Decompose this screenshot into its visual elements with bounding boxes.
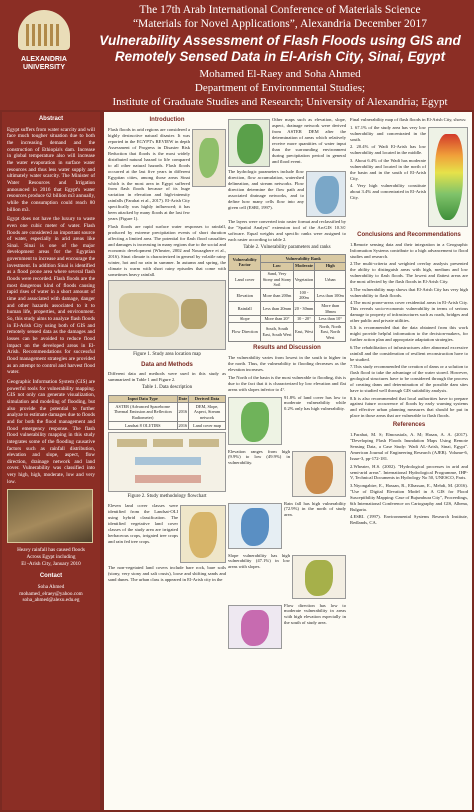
poster-header — [0, 0, 474, 110]
basin-shape — [241, 610, 269, 646]
list-item: 1. 67.1% of the study area has very low vulnerability and concentrated in the south. — [350, 124, 426, 142]
list-item: 5.It is recommended that the data obtained from this work might provide helpful information to the decision-makers, for further action plan and appropriate adaptation strategies. — [350, 325, 468, 343]
table-header-row: Vulnerability Factor Vulnerability Rank — [229, 255, 346, 263]
final-map-intro: Final vulnerability map of flash floods in El-Arish City, shows: — [350, 117, 467, 122]
vulnerability-table — [228, 254, 346, 342]
authors-block — [88, 68, 472, 109]
results-heading: Results and Discussion — [253, 344, 321, 351]
landcover-vulnerability-map — [228, 397, 282, 445]
table-row: Elevation More than 200m 100 - 200m Less than 100m — [229, 289, 346, 302]
elevation-vulnerability-map — [292, 451, 346, 497]
title-line-1: Vulnerability Assessment of Flash Floods using GIS and — [99, 33, 461, 48]
column-2 — [228, 114, 346, 651]
rainfall-stat: Rain fall has high vulnerability (72.9%) in the north of study area. — [284, 500, 346, 518]
flowchart-box — [153, 439, 183, 447]
conference-info — [90, 3, 470, 32]
table-row: Land cover Sand, Very Stony and Stony Soil Vegetation Urban — [229, 270, 346, 289]
flowchart-box — [135, 457, 201, 465]
department: Department of Environmental Studies; — [194, 81, 366, 94]
poster-title — [88, 33, 472, 65]
list-item: 1.Remote sensing data and their integration in a Geographic Information Systems contribute to a high advancement to flood studies and research. — [350, 241, 468, 259]
list-item: 4. Very high vulnerability constitute about 3.4% and concentrated in El-Arish City. — [350, 183, 426, 201]
intro-heading: Introduction — [149, 117, 185, 123]
table2-caption: Table 2. Vulnerability parameters and ranks — [243, 244, 331, 250]
intro-paragraph: Flash floods are rapid surface water responses to rainfall, produced by extreme precipitation events of short duration affecting a limited area. The potential for flash flood causalties and damages is increasing in many regions due to the social and economic development (Wheater, 2002 and Nouzaghere et al., 2016). Sinai climate is characterized in general by volatile rainy winter, hot and no rain in summer. In autumn and spring, the climate is warm with short rainy episodes that come with sometimes heavy rainfall. — [108, 224, 226, 278]
list-item: 3. About 6.4% of the Wadi has moderate vulnerability and located in the north of the basin and in the south of El-Arish City. — [350, 157, 426, 181]
data-table — [108, 395, 226, 430]
table-row: Flow Direction South, South East, South West East, West North, North East, North West — [229, 323, 346, 342]
flowchart-box — [135, 475, 201, 483]
title-line-2: Remotely Sensed Data in El-Arish City, Sinai, Egypt — [114, 49, 446, 65]
ranking-paragraph: The layers were converted into raster format and reclassified by the "Spatial Analyst" extension tool of the ArcGIS 10.3© software. Equal weights and specific ranks were assigned to each raster according to table 2. — [228, 219, 346, 242]
list-item: 4.The most prone-areas cover residential areas in El-Arish City. This reveals socio-economic vulnerability in terms of serious damage to property of infrastructures such as roads, bridges and other public and private utilities. — [350, 299, 468, 323]
slope-vulnerability-map — [292, 555, 346, 599]
conference-line-2: “Materials for Novel Applications”, Alexandria December 2017 — [132, 18, 428, 31]
conclusions-list — [350, 242, 468, 420]
data-paragraph: Different data and methods were used in this study as summarized in Table 1 and Figure 2. — [108, 371, 226, 383]
sinai-map-figure — [192, 129, 226, 187]
contact-heading: Contact — [39, 573, 63, 580]
maps-paragraph: Other maps such as elevation, slope, aspect, drainage network were derived from ASTER DEM after the determination of areas which relatively receive more quantities of water input than the surrounding environment during precipitation period in general and flood event. — [272, 117, 346, 164]
flood-photo-caption: Heavy rainfall has caused floods Across Egypt including El -Arish City, January 2010 — [17, 547, 85, 567]
references-heading: References — [392, 422, 426, 429]
logo-text-2: UNIVERSITY — [22, 64, 65, 72]
results-paragraph: The vulnerability varies from lowest in the south to higher in the north. Thus, the vulnerability to flooding decreases as the elevation increases. — [228, 354, 346, 372]
logo-text-1: ALEXANDRIA — [21, 56, 67, 63]
list-item: 3.The vulnerability map shows that El-Arish City has very high vulnerability to flash floods. — [350, 286, 468, 298]
basin-shape — [305, 560, 333, 596]
abstract-paragraph: Egypt does not have the luxury to waste even one cubic meter of water. Flash floods are considered an important source of water, especially in arid areas like Sinai. Sinai is one of the major development areas for the Egyptian government to increase and encourage the investment. In addition Sinai is identified as a flood prone area where several flash floods were recorded. Flash floods are the most dangerous kind of floods causing rapid rises of water in a short amount of time and associated with damage, danger and other hazards associated to it to human life, properties, and environment. So, this study aims to analyze flash floods in El-Arish City using both of GIS and remotely sensed data as the damages and losses can be avoided to reduce flood impact on the developed areas in El-Arish. Recommendations for successful flood management strategies are provided as an attempt to control and harvest flood water. — [7, 216, 95, 376]
land-cover-map — [180, 505, 226, 563]
contact-email[interactable]: soha_ahmed@alexu.edu.eg — [22, 597, 80, 604]
contact-email[interactable]: mohamed_elraey@yahoo.com — [19, 590, 83, 597]
contact-name: Soha Ahmed — [37, 584, 65, 591]
egypt-map-shape — [119, 293, 179, 337]
table-row: Slope More than 20° 10 - 20° Less than 10° — [229, 315, 346, 323]
list-item: 3.Niyongabire, E., Hassan, R., Elhassan, E., Mehdi, M. (2016). "Use of Digital Elevation Model in A GIS for Flood Susceptibility Mapping: Case of Bujumbura City", Proceedings, 6th International Conference on Cartography and GIS, Albena, Bulgaria. — [350, 482, 468, 512]
list-item: 2. 20.4% of Wadi El-Arish has low vulnerability and located in the middle. — [350, 144, 426, 156]
list-item: 6.The rehabilitation of infrastructures after abnormal excessive rainfall and the consideration of resilient reconstruction have to be studied. — [350, 344, 468, 362]
basin-shape — [241, 508, 269, 546]
intro-paragraph: Flash floods in arid regions are considered a highly destructive natural disaster. It was reported in the EGYPT's REVIEW in depth Assessment of Progress in Disaster Risk Reduction that floods is the most widely distributed natural hazard to life compared to all other natural hazards. Flash floods occurred at the last five years in different Egyptian cities, among those areas Sinai which is the most area in Egypt suffered from flash floods because of its huge variation in elevation and high-intensity rainfalls (Farahat et al., 2017). El-Arish City specifically was highly influenced; it has been attacked by many floods at the last few years (Figure 1). — [108, 126, 190, 222]
landcover-paragraph: The non-vegetated land covers include bare rock, bare soils (stony, very stony and salt crusts), loose and shifting sands and sand dunes. The urban class is appeared in El-Arish city in the — [108, 565, 226, 583]
hydrology-paragraph: The hydrologic parameters include flow direction, flow accumulation, watershed delineation, and stream networks. Flow direction determine the flow path and associated drainage networks, and to define how many cells flow into any given cell (ESRI, 1997). — [228, 169, 304, 210]
basin-shape — [189, 512, 217, 558]
landcover-paragraph: Eleven land cover classes were identified from the Landsat-OLI using hybrid classification. The identified vegetative land cover classes of the study area are irrigated herbaceous crops, irrigated tree crops and rain fed tree crops. — [108, 503, 178, 544]
basin-shape — [305, 456, 333, 494]
contact-info — [7, 584, 95, 604]
results-paragraph: The North of the basin is the most vulnerable to flooding, this is due to the fact that it is characterized by low elevation and flat areas with slopes inferior to 4°. — [228, 374, 346, 392]
list-item: 2.The multi-criteria and weighted overlay analysis presented the ability to distinguish areas with high, medium and low vulnerability to flash floods. The lowest and flattest areas are the most affected by the flash floods in El-Arish City. — [350, 261, 468, 285]
abstract-paragraph: Egypt suffers from water scarcity and will face much tougher situation due to both the increasing demand and the construction of Ethiopia's dam. Increase in global temperature also will increase the water evaporation in surface water resources and thus less water supply and ultimately water scarcity. The Minister of Water Resources and Irrigation announced in 2016 that Egypt's water resources produce 62 billion m3 annually, while the consumption could reach 80 billion m3. — [7, 126, 95, 213]
slope-stat: Slope vulnerability has high vulnerability (47.1%) in low areas with slopes. — [228, 552, 290, 570]
basin-shape — [435, 134, 463, 220]
list-item: 4.ESRI. (1997). Environmental Systems Research Institute, Redlands, CA. — [350, 514, 468, 526]
landcover-stat: 91.8% of land cover has low to moderate vulnerability while 0.2% only has high vulnerability. — [284, 394, 346, 412]
column-1 — [108, 114, 226, 585]
list-item: 7.This study recommended the creation of dams or a solution to flash flood to take the advantage of the water stored. However, geological structures have to be considered through the process of creating dams and determination of the possible dam sites have to studied well through GIS suitability analysis. — [350, 364, 468, 394]
sinai-map-shape — [181, 299, 207, 329]
authors: Mohamed El-Raey and Soha Ahmed — [199, 68, 361, 80]
table-row: Landsat 8 OLI/TIRS 2016 Land cover map — [109, 422, 226, 430]
university-logo — [4, 4, 84, 84]
flowchart-box — [189, 439, 219, 447]
fig2-caption: Figure 2. Study methodology flowchart — [127, 493, 207, 499]
elevation-stat: Elevation ranges from high (9.9%) to low (49.9%) in vulnerability. — [228, 448, 290, 466]
flow-direction-stat: Flow direction has low to moderate vulnerability in areas with high elevation especially in the south of study area. — [284, 602, 346, 626]
basin-shape — [241, 402, 269, 442]
flow-direction-map — [228, 605, 282, 649]
final-vulnerability-map — [428, 127, 468, 227]
institute: Institute of Graduate Studies and Research; University of Alexandria; Egypt — [112, 95, 448, 108]
basin-shape — [237, 124, 263, 164]
rainfall-vulnerability-map — [228, 503, 282, 549]
table-row: ASTER (Advanced Spaceborne Thermal Emission and Reflection Radiometer) 2016 DEM, Slope, Aspect, Stream network — [109, 403, 226, 422]
basin-shape — [315, 176, 339, 214]
column-3 — [350, 114, 468, 528]
table-header-row: Low Moderate High — [229, 262, 346, 270]
library-icon — [18, 10, 70, 50]
table1-caption: Table 1. Data description — [141, 385, 193, 391]
basin-shape — [199, 138, 219, 178]
list-item: 8.It is also recommended that local authorities have to prepare against future occurrence of floods by early warning systems and effective urban planning measures that should be put in place in those areas that are vulnerable to flash floods. — [350, 395, 468, 419]
methodology-flowchart — [108, 432, 226, 492]
table-header-row: Input Data Type Date Derived Data — [109, 395, 226, 403]
findings-list — [350, 125, 426, 229]
abstract-paragraph: Geographic Information System (GIS) are powerful tools for vulnerability mapping. GIS not only can generate visualization, simulation and modeling of flooding, but also provide the potential to further analyze to estimate damages due to floods and for both the flood management and flood emergency response. The flash flood vulnerability mapping in this study integrates some of the flooding causative factors such as rainfall distribution, elevation and slope, aspect, flow direction, drainage network and land cover. Vulnerability was classified into very high, high, moderate, low and very low. — [7, 378, 95, 485]
data-heading: Data and Methods — [141, 361, 193, 368]
stream-network-map — [306, 171, 346, 217]
fig1-caption: Figure 1. Study area location map — [133, 352, 201, 358]
abstract-heading: Abstract — [38, 116, 64, 122]
poster-content — [104, 112, 472, 810]
references-list — [350, 432, 468, 526]
study-area-map — [108, 280, 226, 350]
flood-photo — [7, 489, 93, 543]
table-row: Rainfall Less than 20mm 20 - 30mm More than 30mm — [229, 302, 346, 315]
conference-line-1: The 17th Arab International Conference of Materials Science — [139, 4, 421, 16]
conclusions-heading: Conclusions and Recommendations — [357, 231, 461, 238]
abstract-sidebar — [2, 112, 100, 810]
elevation-map — [228, 119, 270, 167]
list-item: 1.Farahat, M. S; Elmoustafa, A. M; Hasan, A. A. (2017). "Developing Flash Floods Inundation Maps Using Remote Sensing Data, a Case Study: Wadi AL-Arish, Sinai, Egypt". American Journal of Engineering Research (AJER). Volume-6, Issue-3, pp-172-181. — [350, 432, 468, 462]
list-item: 2.Wheater, H.S. (2002). "Hydrological processes in arid and semi-arid areas". International Hydrological Programme, IHP-V, Technical Documents in Hydrology No 50, UNESCO, Paris. — [350, 463, 468, 481]
flowchart-box — [117, 439, 147, 447]
